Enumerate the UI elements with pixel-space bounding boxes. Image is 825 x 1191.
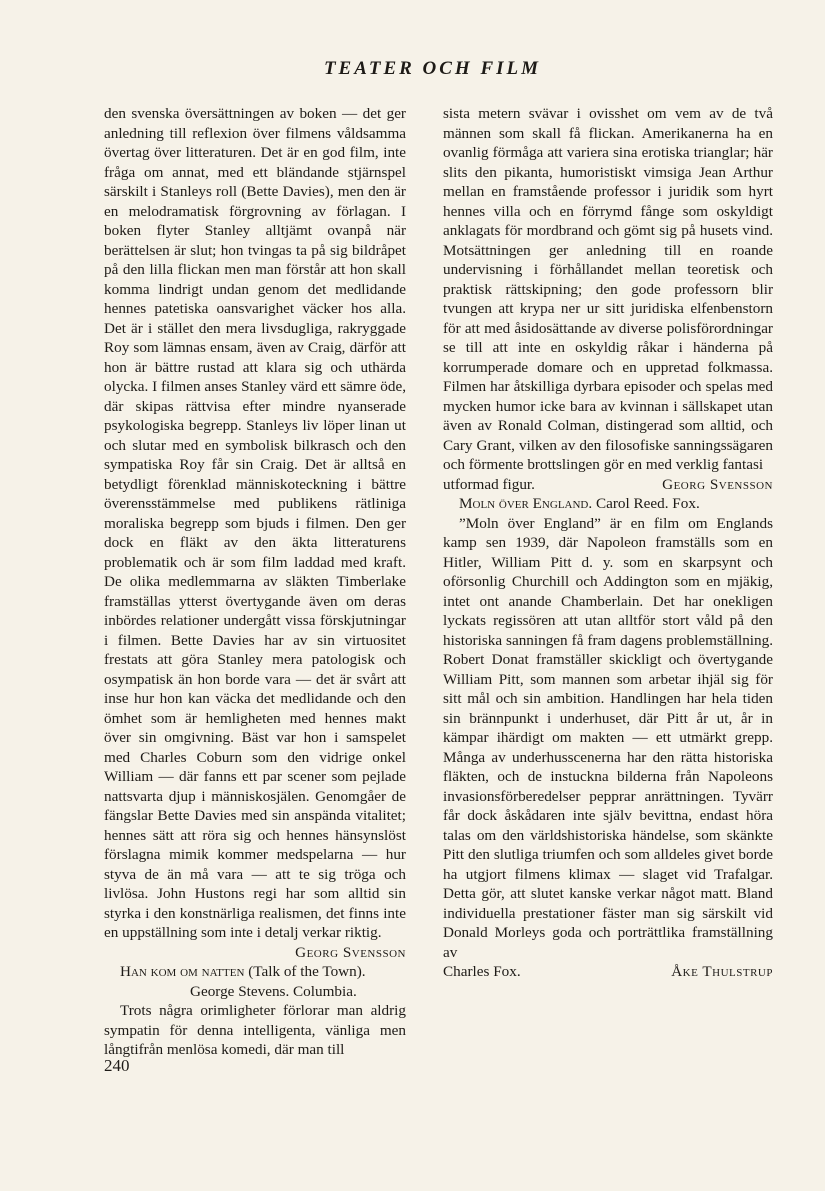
review-original-title: (Talk of the Town). — [248, 963, 366, 980]
right-column — [443, 104, 773, 982]
review-body-paragraph: sista metern svävar i ovisshet om vem av de två männen som skall få flickan. Amerikanerna ha en ovanlig förmåga att variera sina erotiska trianglar; här slits den pikanta, humoristiskt vimsiga Jean Arthur mellan en framstående professor i juridik som hyrt hennes villa och en förrymd fånge som oskyldigt anklagats för mordbrand och gömt sig på husets vind. Motsättningen ger anledning till en roande undervisning i förhållandet mellan teoretisk och praktisk rättskipning; den gode professorn blir tvungen att krypa ner ur sitt juridiska elfenbenstorn för att med åsidosättande av diverse polisförordningar se till att inte en oskyldig råkar i händerna på korrumperade domare och en uppretad folkmassa. Filmen har åtskilliga dyrbara episoder och spelas med mycken humor icke bara av kvinnan i sällskapet utan även av Ronald Colman, distingerad som alltid, och Cary Grant, vilken av den filosofiske sanningssägaren och förmente brottslingen gör en med verklig fantasi — [443, 105, 773, 473]
running-header: TEATER OCH FILM — [323, 58, 542, 79]
review-body-paragraph: Trots några orimligheter förlorar man aldrig sympatin för denna intelligenta, vänliga men långtifrån menlösa komedi, där man till — [104, 1002, 406, 1058]
page-number: 240 — [104, 1056, 130, 1075]
review-signature: Åke Thulstrup — [671, 963, 773, 980]
review-body-paragraph: den svenska översättningen av boken — det ger anledning till reflexion över filmens våldsamma övertag över litteraturen. Det är en god film, inte fråga om annat, med ett bländande stjärnspel särskilt i Stanleys roll (Bette Davies), men den är en melodramatisk förgrovning av förlagan. I boken flyter Stanley alltjämt ovanpå när berättelsen är slut; hon tvingas ta på sig bildråpet på den lilla flickan men man förstår att hon skall komma lindrigt undan genom det medlidande hennes patetiska oansvarighet väcker hos alla. Det är i stället den mera livsdugliga, rakryggade Roy som lämnas ensam, även av Craig, därför att hon är bättre rustad att klara sig och uthärda olycka. I filmen anses Stanley värd ett sämre öde, där skipas rättvisa efter mindre nyanserade psykologiska begrepp. Stanleys liv löper linan ut och slutar med en symbolisk bilkrasch och den sympatiska Roy får sin Craig. Det är alltså en betydligt förenklad människoteckning i bättre överensstämmelse med publikens rätliniga moraliska begrepp som bjuds i filmen. Den ger dock en fläkt av den äkta litteraturens problematik och är som film laddad med kraft. De olika medlemmarna av släkten Timberlake framställas ytterst övertygande även om deras inbördes relationer undergått vissa förskjutningar i filmen. Bette Davies har av sin virtuositet frestats att göra Stanley mera patologisk och osympatisk än hon borde vara — det är svårt att inse hur hon kan väcka det medlidande och den ömhet som är hemligheten med hennes makt över sin omgivning. Bäst var hon i samspelet med Charles Coburn som den vidrige onkel William — där fanns ett par scener som pejlade nattsvarta djup i människosjälen. Genomgåer de fängslar Bette Davies med sin anspända vitalitet; hennes sätt att röra sig och hennes hänsynslöst förslagna mimik kommer medspelarna — hur styva de än må vara — att te sig tröga och livlösa. John Hustons regi har som alltid sin styrka i den konstnärliga realismen, det finns inte en uppställning som inte i detalj verkar riktig. — [104, 105, 406, 941]
left-column — [104, 104, 406, 1060]
review-film-title: Moln över England. — [459, 495, 593, 512]
review-closing-line — [443, 962, 773, 982]
review-heading — [443, 494, 773, 514]
review-credits: George Stevens. Columbia. — [190, 982, 357, 1000]
review-signature: Georg Svensson — [295, 943, 406, 961]
review-body-end: utformad figur. — [443, 475, 535, 493]
review-body-end: Charles Fox. — [443, 963, 521, 980]
review-body-paragraph: ”Moln över England” är en film om Englands kamp sen 1939, där Napoleon framställs som en Hitler, William Pitt d. y. som en skarpsynt och oförsonlig Churchill och Addington som en mjäkig, intet ont anande Chamberlain. Det har onekligen lyckats regissören att utan alltför stort våld på den historiska sanningen få fram dagens problemställning. Robert Donat framställer skickligt och övertygande William Pitt, som mannen som arbetar ihjäl sig för sitt mål och sin ambition. Handlingen har hela tiden sin brännpunkt i underhuset, där Pitt år ut, år in kämpar ihärdigt om makten — ett utmärkt grepp. Många av underhusscenerna har den rätta historiska fläkten, och de instuckna bilderna från Napoleons invasionsförberedelser pepprar anrättningen. Tyvärr får dock åskådaren inte själv bevittna, endast höra talas om den världshistoriska händelse, som skänkte Pitt den slutliga triumfen och som alldeles givet borde ha utgjort filmens klimax — slaget vid Trafalgar. Detta gör, att slutet kanske verkar något matt. Bland individuella prestationer fäster man sig särskilt vid Donald Morleys goda och porträttlika framställning av — [443, 514, 773, 961]
review-heading — [104, 962, 406, 1001]
review-film-title: Han kom om natten — [120, 963, 245, 980]
review-closing-line — [443, 475, 773, 495]
review-credits: Carol Reed. Fox. — [595, 495, 700, 512]
review-signature: Georg Svensson — [662, 475, 773, 493]
